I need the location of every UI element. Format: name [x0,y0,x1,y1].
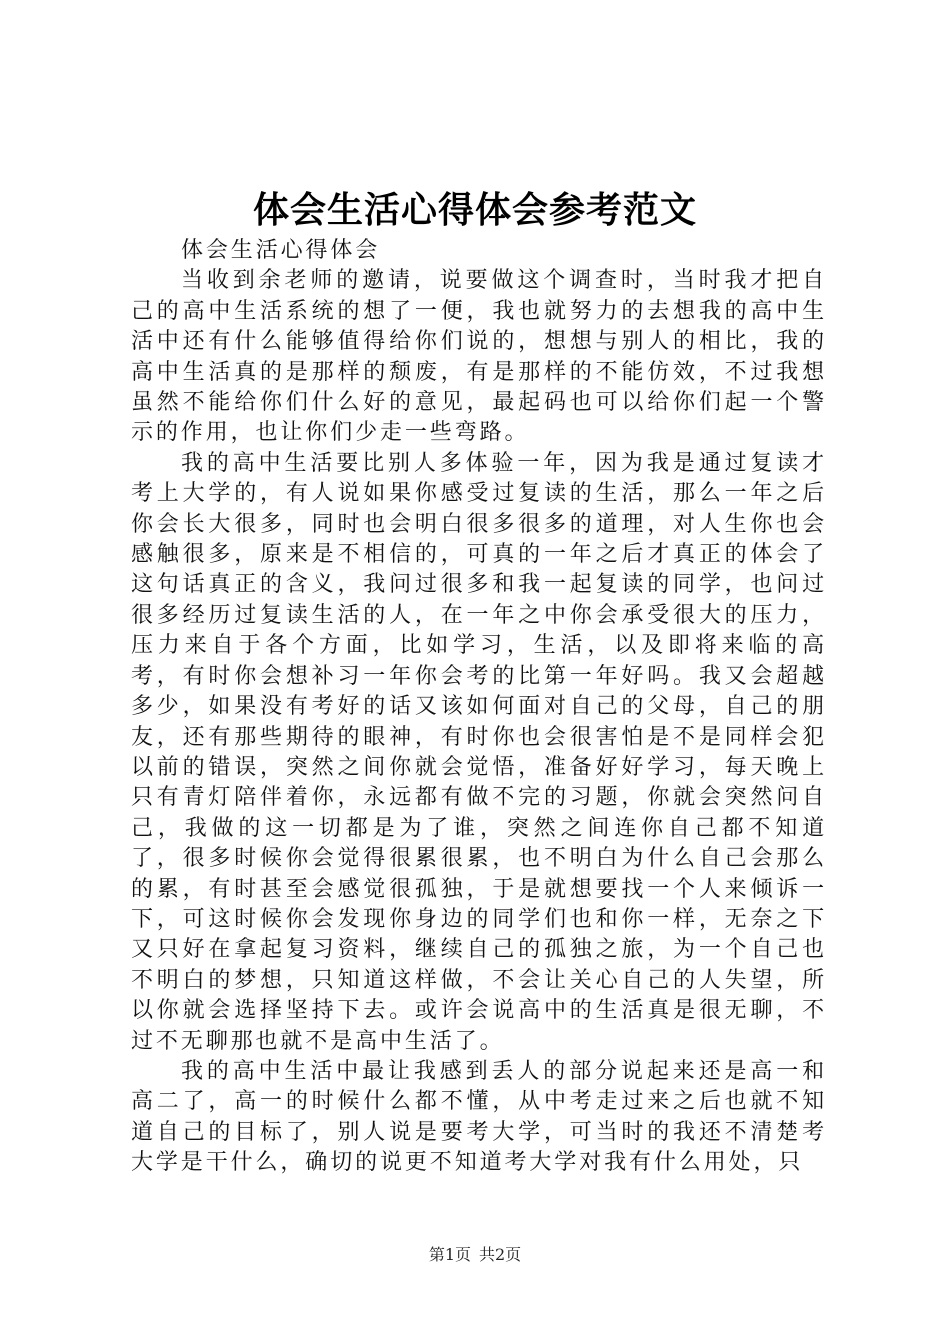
page-total: 共2页 [479,1245,522,1264]
paragraph: 当收到余老师的邀请，说要做这个调查时，当时我才把自己的高中生活系统的想了一便，我也就努力的去想我的高中生活中还有什么能够值得给你们说的，想想与别人的相比，我的高中生活真的是那样的颓废，有是那样的不能仿效，不过我想虽然不能给你们什么好的意见，最起码也可以给你们起一个警示的作用，也让你们少走一些弯路。 [131,268,827,446]
paragraph: 我的高中生活要比别人多体验一年，因为我是通过复读才考上大学的，有人说如果你感受过复读的生活，那么一年之后你会长大很多，同时也会明白很多很多的道理，对人生你也会感触很多，原来是不相信的，可真的一年之后才真正的体会了这句话真正的含义，我问过很多和我一起复读的同学，也问过很多经历过复读生活的人，在一年之中你会承受很大的压力，压力来自于各个方面，比如学习，生活，以及即将来临的高考，有时你会想补习一年你会考的比第一年好吗。我又会超越多少，如果没有考好的话又该如何面对自己的父母，自己的朋友，还有那些期待的眼神，有时你也会很害怕是不是同样会犯以前的错误，突然之间你就会觉悟，准备好好学习，每天晚上只有青灯陪伴着你，永远都有做不完的习题，你就会突然问自己，我做的这一切都是为了谁，突然之间连你自己都不知道了，很多时候你会觉得很累很累，也不明白为什么自己会那么的累，有时甚至会感觉很孤独，于是就想要找一个人来倾诉一下，可这时候你会发现你身边的同学们也和你一样，无奈之下又只好在拿起复习资料，继续自己的孤独之旅，为一个自己也不明白的梦想，只知道这样做，不会让关心自己的人失望，所以你就会选择坚持下去。或许会说高中的生活真是很无聊，不过不无聊那也就不是高中生活了。 [131,450,827,1054]
document-body [131,236,827,1179]
page-footer [0,1244,950,1266]
paragraph: 我的高中生活中最让我感到丢人的部分说起来还是高一和高二了，高一的时候什么都不懂，从中考走过来之后也就不知道自己的目标了，别人说是要考大学，可当时的我还不清楚考大学是干什么，确切的说更不知道考大学对我有什么用处，只 [131,1058,827,1176]
page-number: 第1页 [428,1245,471,1264]
paragraph-subtitle: 体会生活心得体会 [181,238,381,263]
document-title: 体会生活心得体会参考范文 [252,189,697,231]
